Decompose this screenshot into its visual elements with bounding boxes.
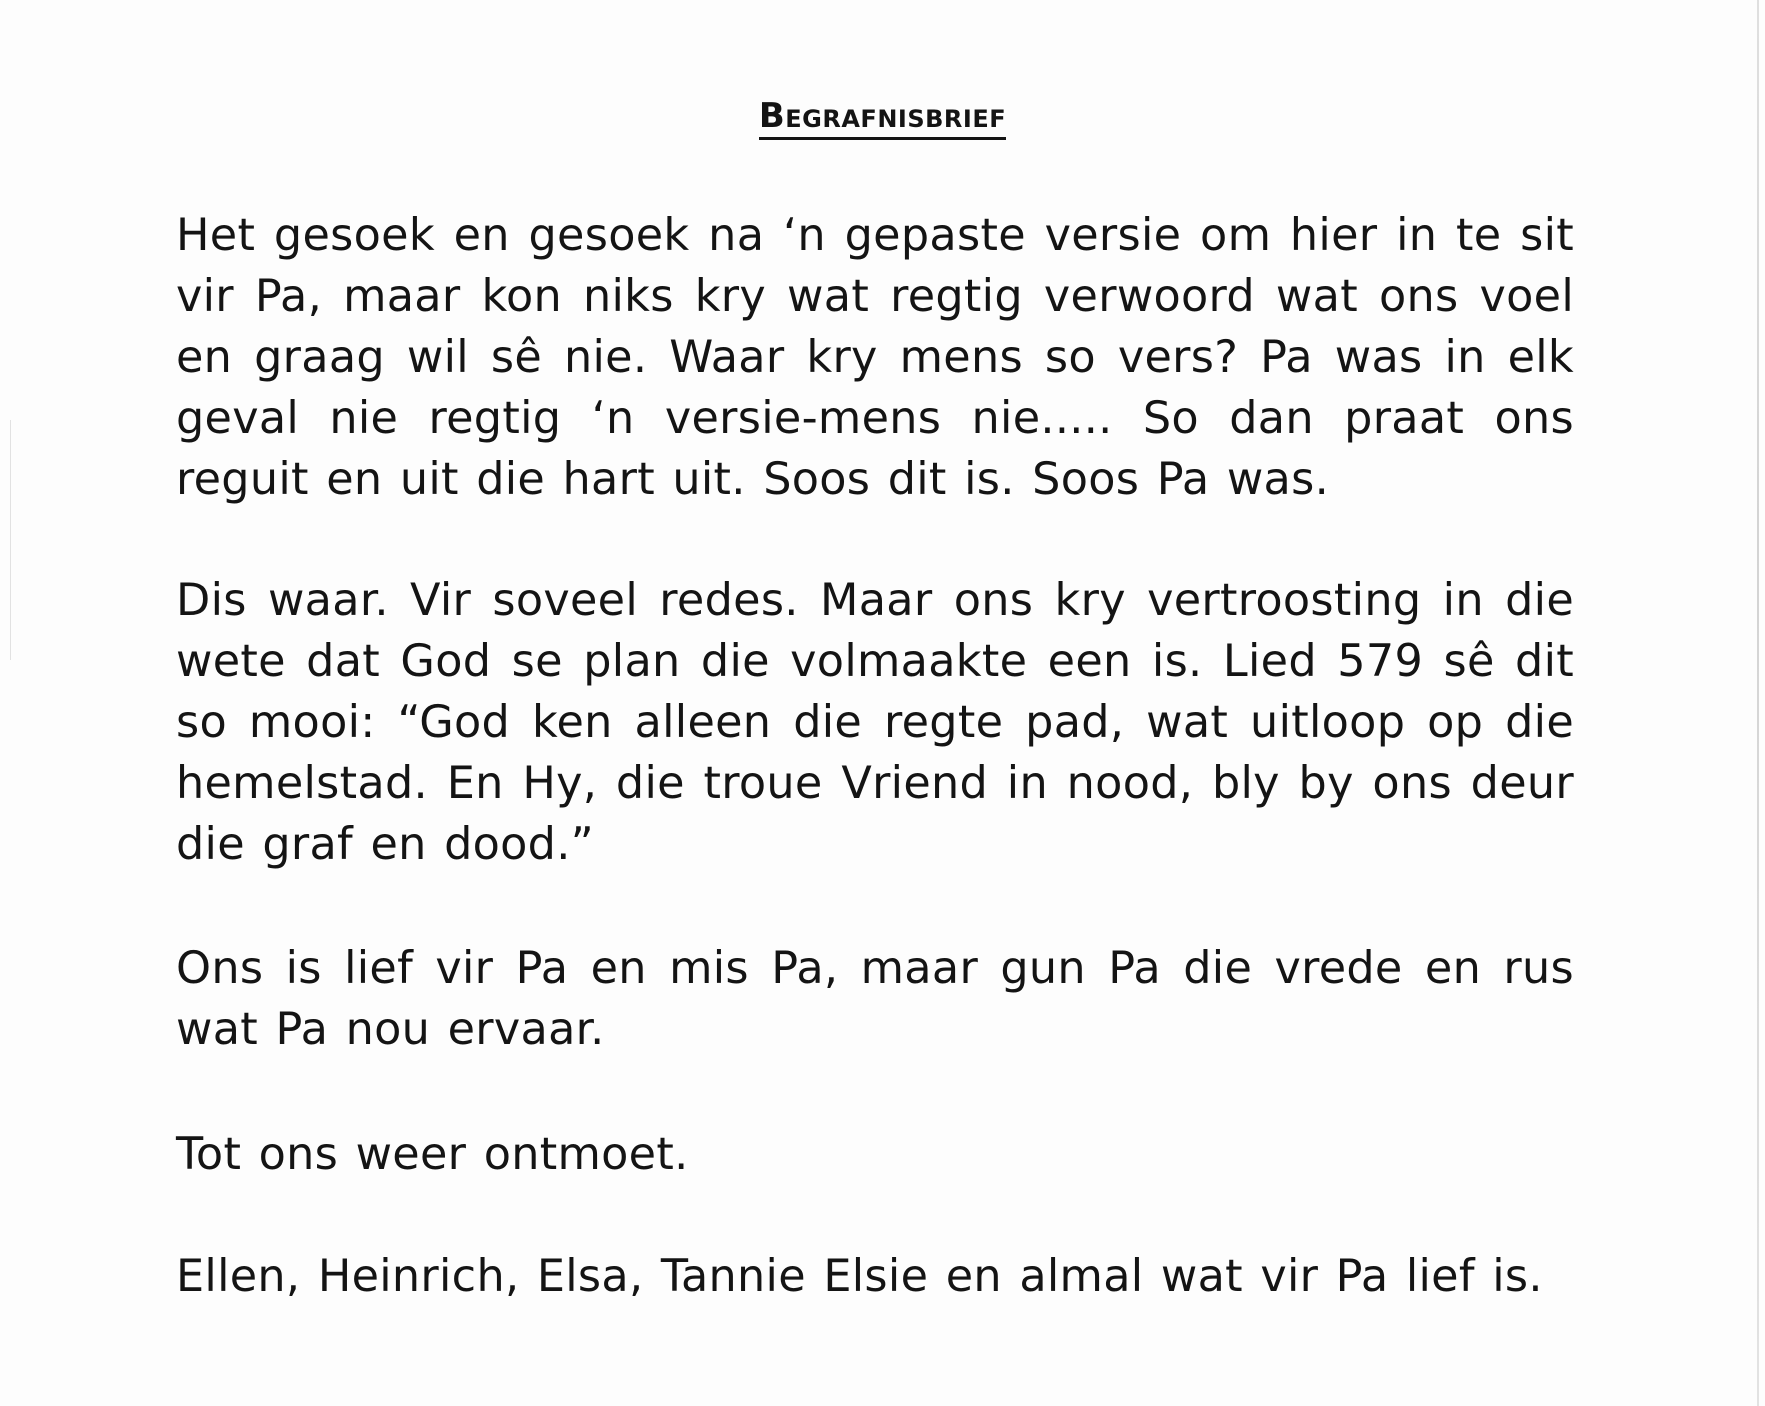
page-edge-shadow [1757, 0, 1759, 1406]
letter-title-text: Begrafnisbrief [759, 96, 1006, 140]
letter-title [0, 94, 1765, 140]
signature-line: Ellen, Heinrich, Elsa, Tannie Elsie en almal wat vir Pa lief is. [176, 1251, 1543, 1302]
paragraph-farewell: Tot ons weer ontmoet. [176, 1129, 689, 1180]
paragraph-love: Ons is lief vir Pa en mis Pa, maar gun Pa die vrede en rus wat Pa nou ervaar. [176, 943, 1574, 1055]
paragraph-opening: Het gesoek en gesoek na ‘n gepaste versie om hier in te sit vir Pa, maar kon niks kry wat regtig verwoord wat ons voel en graag wil sê nie. Waar kry mens so vers? Pa was in elk geval nie regtig ‘n versie-mens nie..... So dan praat ons reguit en uit die hart uit. Soos dit is. Soos Pa was. [176, 210, 1574, 505]
paragraph-hymn-quote: Dis waar. Vir soveel redes. Maar ons kry vertroosting in die wete dat God se plan die volmaakte een is. Lied 579 sê dit so mooi: “God ken alleen die regte pad, wat uitloop op die hemelstad. En Hy, die troue Vriend in nood, bly by ons deur die graf en dood.” [176, 575, 1574, 870]
scan-mark [10, 420, 11, 660]
